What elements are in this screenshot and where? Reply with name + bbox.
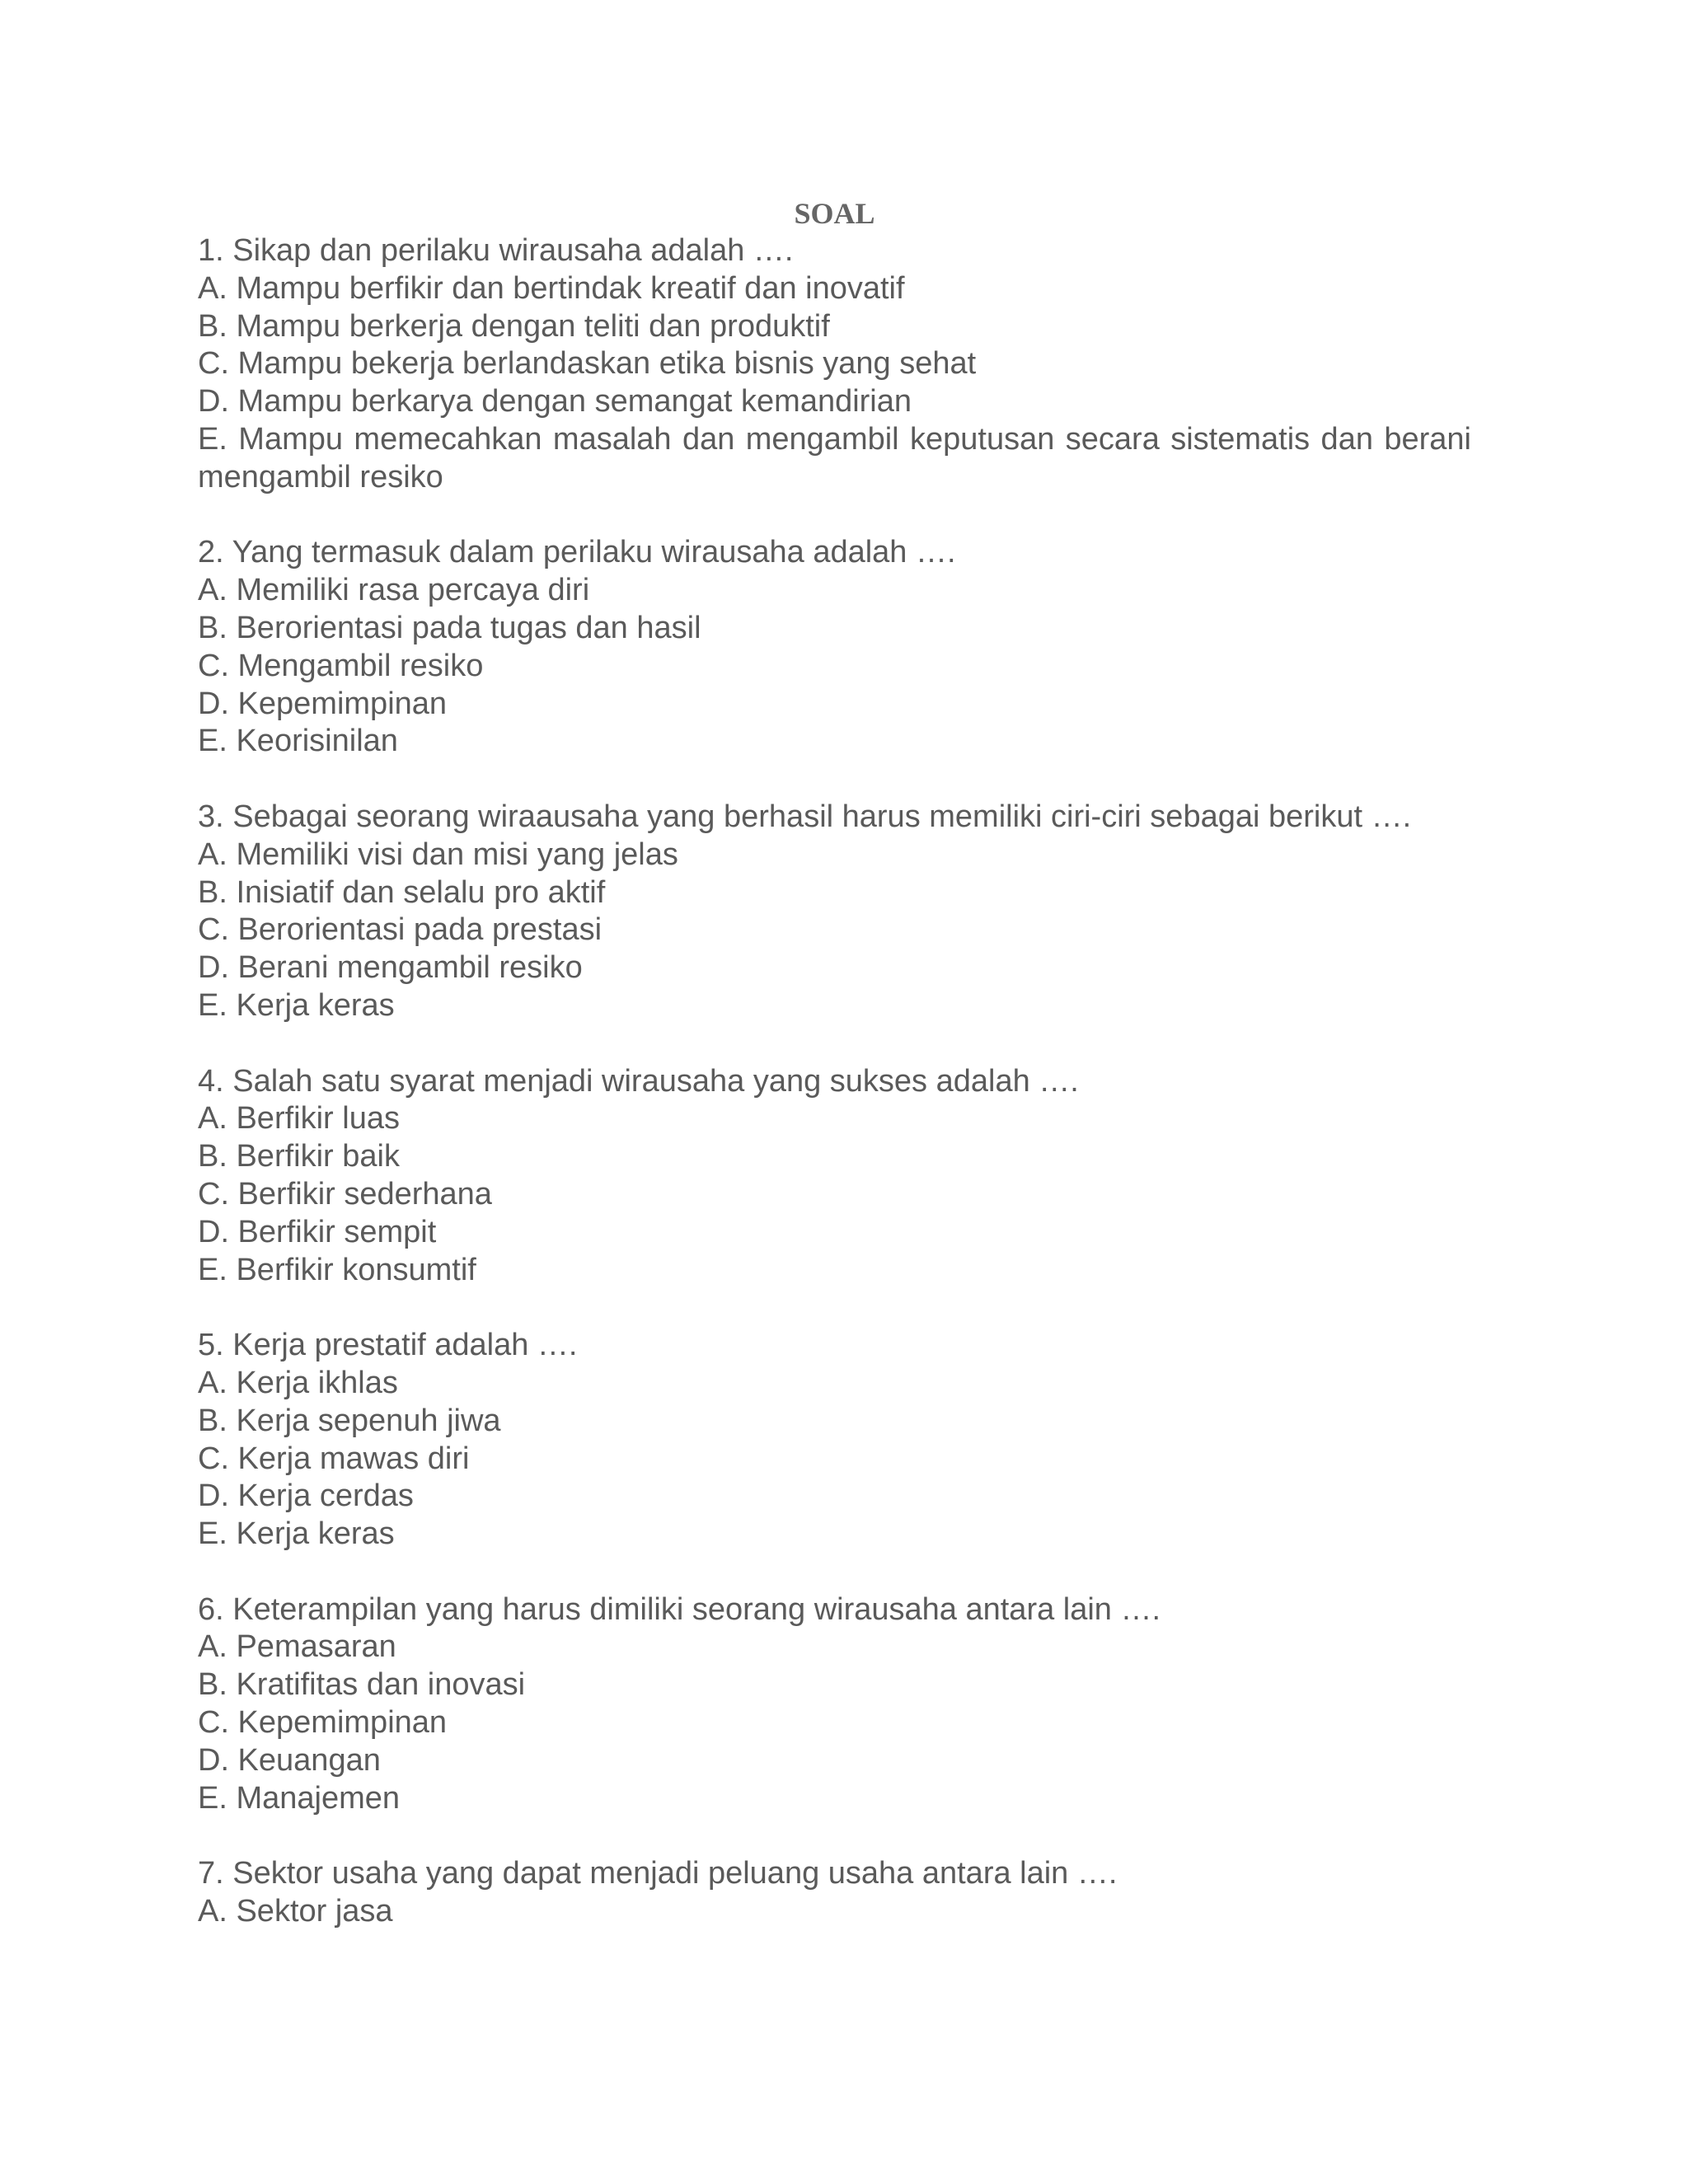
option-c: C. Kepemimpinan xyxy=(198,1705,448,1741)
question-text: 2. Yang termasuk dalam perilaku wirausaha adalah …. xyxy=(198,535,956,570)
option-a: A. Memiliki rasa percaya diri xyxy=(198,573,590,608)
option-a: A. Kerja ikhlas xyxy=(198,1365,398,1400)
option-d: D. Kepemimpinan xyxy=(198,686,448,721)
option-a: A. Sektor jasa xyxy=(198,1894,393,1929)
question-5 xyxy=(198,1327,1471,1554)
option-b: B. Kratifitas dan inovasi xyxy=(198,1667,526,1703)
option-c: C. Mampu bekerja berlandaskan etika bisnis yang sehat xyxy=(198,346,977,382)
option-e: E. Keorisinilan xyxy=(198,724,398,759)
option-a: A. Berfikir luas xyxy=(198,1101,400,1137)
option-b: B. Mampu berkerja dengan teliti dan produktif xyxy=(198,308,830,344)
option-d: D. Mampu berkarya dengan semangat kemandirian xyxy=(198,384,912,419)
option-a: A. Memiliki visi dan misi yang jelas xyxy=(198,837,678,872)
question-4 xyxy=(198,1063,1471,1290)
question-text: 4. Salah satu syarat menjadi wirausaha yang sukses adalah …. xyxy=(198,1063,1079,1099)
option-d: D. Berani mengambil resiko xyxy=(198,950,583,986)
document-title: SOAL xyxy=(794,197,875,230)
option-b: B. Berfikir baik xyxy=(198,1139,400,1174)
option-e: E. Berfikir konsumtif xyxy=(198,1252,476,1287)
option-d: D. Kerja cerdas xyxy=(198,1479,414,1514)
question-text: 7. Sektor usaha yang dapat menjadi peluang usaha antara lain …. xyxy=(198,1856,1118,1891)
option-e: E. Kerja keras xyxy=(198,1516,395,1552)
option-e: E. Mampu memecahkan masalah dan mengambil keputusan secara sistematis dan berani mengambil resiko xyxy=(198,421,1471,494)
option-a: A. Pemasaran xyxy=(198,1629,396,1665)
question-text: 1. Sikap dan perilaku wirausaha adalah …. xyxy=(198,233,794,268)
option-b: B. Kerja sepenuh jiwa xyxy=(198,1403,501,1438)
option-c: C. Mengambil resiko xyxy=(198,648,484,683)
question-2 xyxy=(198,534,1471,761)
option-e: E. Kerja keras xyxy=(198,987,395,1023)
question-text: 5. Kerja prestatif adalah …. xyxy=(198,1328,578,1363)
option-d: D. Keuangan xyxy=(198,1742,381,1778)
question-text: 3. Sebagai seorang wiraausaha yang berhasil harus memiliki ciri-ciri sebagai berikut …. xyxy=(198,799,1412,834)
document-content xyxy=(198,194,1471,1931)
question-7 xyxy=(198,1855,1471,1931)
option-c: C. Berfikir sederhana xyxy=(198,1176,492,1212)
option-e: E. Manajemen xyxy=(198,1780,401,1816)
option-b: B. Inisiatif dan selalu pro aktif xyxy=(198,874,606,910)
question-3 xyxy=(198,799,1471,1025)
question-6 xyxy=(198,1591,1471,1818)
option-c: C. Kerja mawas diri xyxy=(198,1441,470,1476)
question-text: 6. Keterampilan yang harus dimiliki seorang wirausaha antara lain …. xyxy=(198,1591,1161,1627)
option-b: B. Berorientasi pada tugas dan hasil xyxy=(198,610,701,645)
question-1 xyxy=(198,232,1471,497)
option-d: D. Berfikir sempit xyxy=(198,1214,437,1249)
option-a: A. Mampu berfikir dan bertindak kreatif dan inovatif xyxy=(198,270,905,306)
option-c: C. Berorientasi pada prestasi xyxy=(198,912,603,948)
